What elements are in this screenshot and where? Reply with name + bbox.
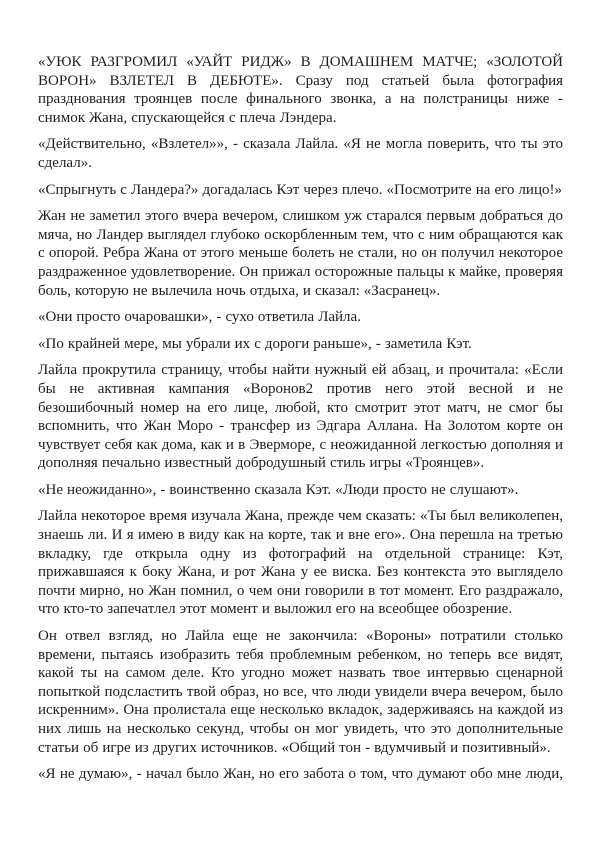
paragraph-5: «Они просто очаровашки», - сухо ответила Лайла. xyxy=(38,309,361,326)
paragraph-3: «Спрыгнуть с Ландера?» догадалась Кэт через плечо. «Посмотрите на его лицо!» xyxy=(38,181,562,198)
paragraph-8: «Не неожиданно», - воинственно сказала Кэт. «Люди просто не слушают». xyxy=(38,481,519,498)
paragraph-9: Лайла некоторое время изучала Жана, прежде чем сказать: «Ты был великолепен, знаешь ли. И я имею в виду как на корте, так и вне его». Она перешла на третью вкладку, где открыла одну из фотографий на отдельной странице: Кэт, прижавшаяся к боку Жана, и рот Жана у ее виска. Без контекста это выглядело почти мирно, но Жан помнил, о чем они говорили в тот момент. Его раздражало, что кто-то запечатлел этот момент и выложил его на всеобщее обозрение. xyxy=(38,508,563,618)
paragraph-6: «По крайней мере, мы убрали их с дороги раньше», - заметила Кэт. xyxy=(38,335,472,352)
paragraph-7: Лайла прокрутила страницу, чтобы найти нужный ей абзац, и прочитала: «Если бы не активная кампания «Воронов2 против него этой весной и не безошибочный номер на его лице, любой, кто смотрит этот матч, не смог бы вспомнить, что Жан Моро - трансфер из Эдгара Аллана. На Золотом корте он чувствует себя как дома, как и в Эверморе, с неожиданной легкостью дополняя и дополняя печально известный добродушный стиль игры «Троянцев». xyxy=(38,362,563,472)
paragraph-headline: «УЮК РАЗГРОМИЛ «УАЙТ РИДЖ» В ДОМАШНЕМ МАТЧЕ; «ЗОЛОТОЙ ВОРОН» ВЗЛЕТЕЛ В ДЕБЮТЕ». Сразу под статьей была фотография празднования троянцев после финального звонка, а на полстраницы ниже - снимок Жана, спускающейся с плеча Лэндера. xyxy=(38,54,563,126)
paragraph-2: «Действительно, «Взлетел»», - сказала Лайла. «Я не могла поверить, что ты это сделал». xyxy=(38,136,563,171)
paragraph-10: Он отвел взгляд, но Лайла еще не закончила: «Вороны» потратили столько времени, пытаясь изобразить тебя проблемным ребенком, но теперь все видят, какой ты на самом деле. Кто угодно может назвать твое интервью сценарной попыткой подсластить твой образ, но все, что люди увидели вчера вечером, было искренним». Она пролистала еще несколько вкладок, задерживаясь на каждой из них лишь на несколько секунд, чтобы он мог увидеть, что это дополнительные статьи об игре из других источников. «Общий тон - вдумчивый и позитивный». xyxy=(38,628,563,756)
paragraph-11-cut: «Я не думаю», - начал было Жан, но его забота о том, что думают обо мне люди, xyxy=(38,766,563,783)
paragraph-4: Жан не заметил этого вчера вечером, слишком уж старался первым добраться до мяча, но Ландер выглядел глубоко оскорбленным тем, что с ним обращаются как с опорой. Ребра Жана от этого меньше болеть не стали, но он получил некоторое раздраженное удовлетворение. Он прижал осторожные пальцы к майке, проверяя боль, которую не вылечила ночь отдыха, и сказал: «Засранец». xyxy=(38,208,563,299)
